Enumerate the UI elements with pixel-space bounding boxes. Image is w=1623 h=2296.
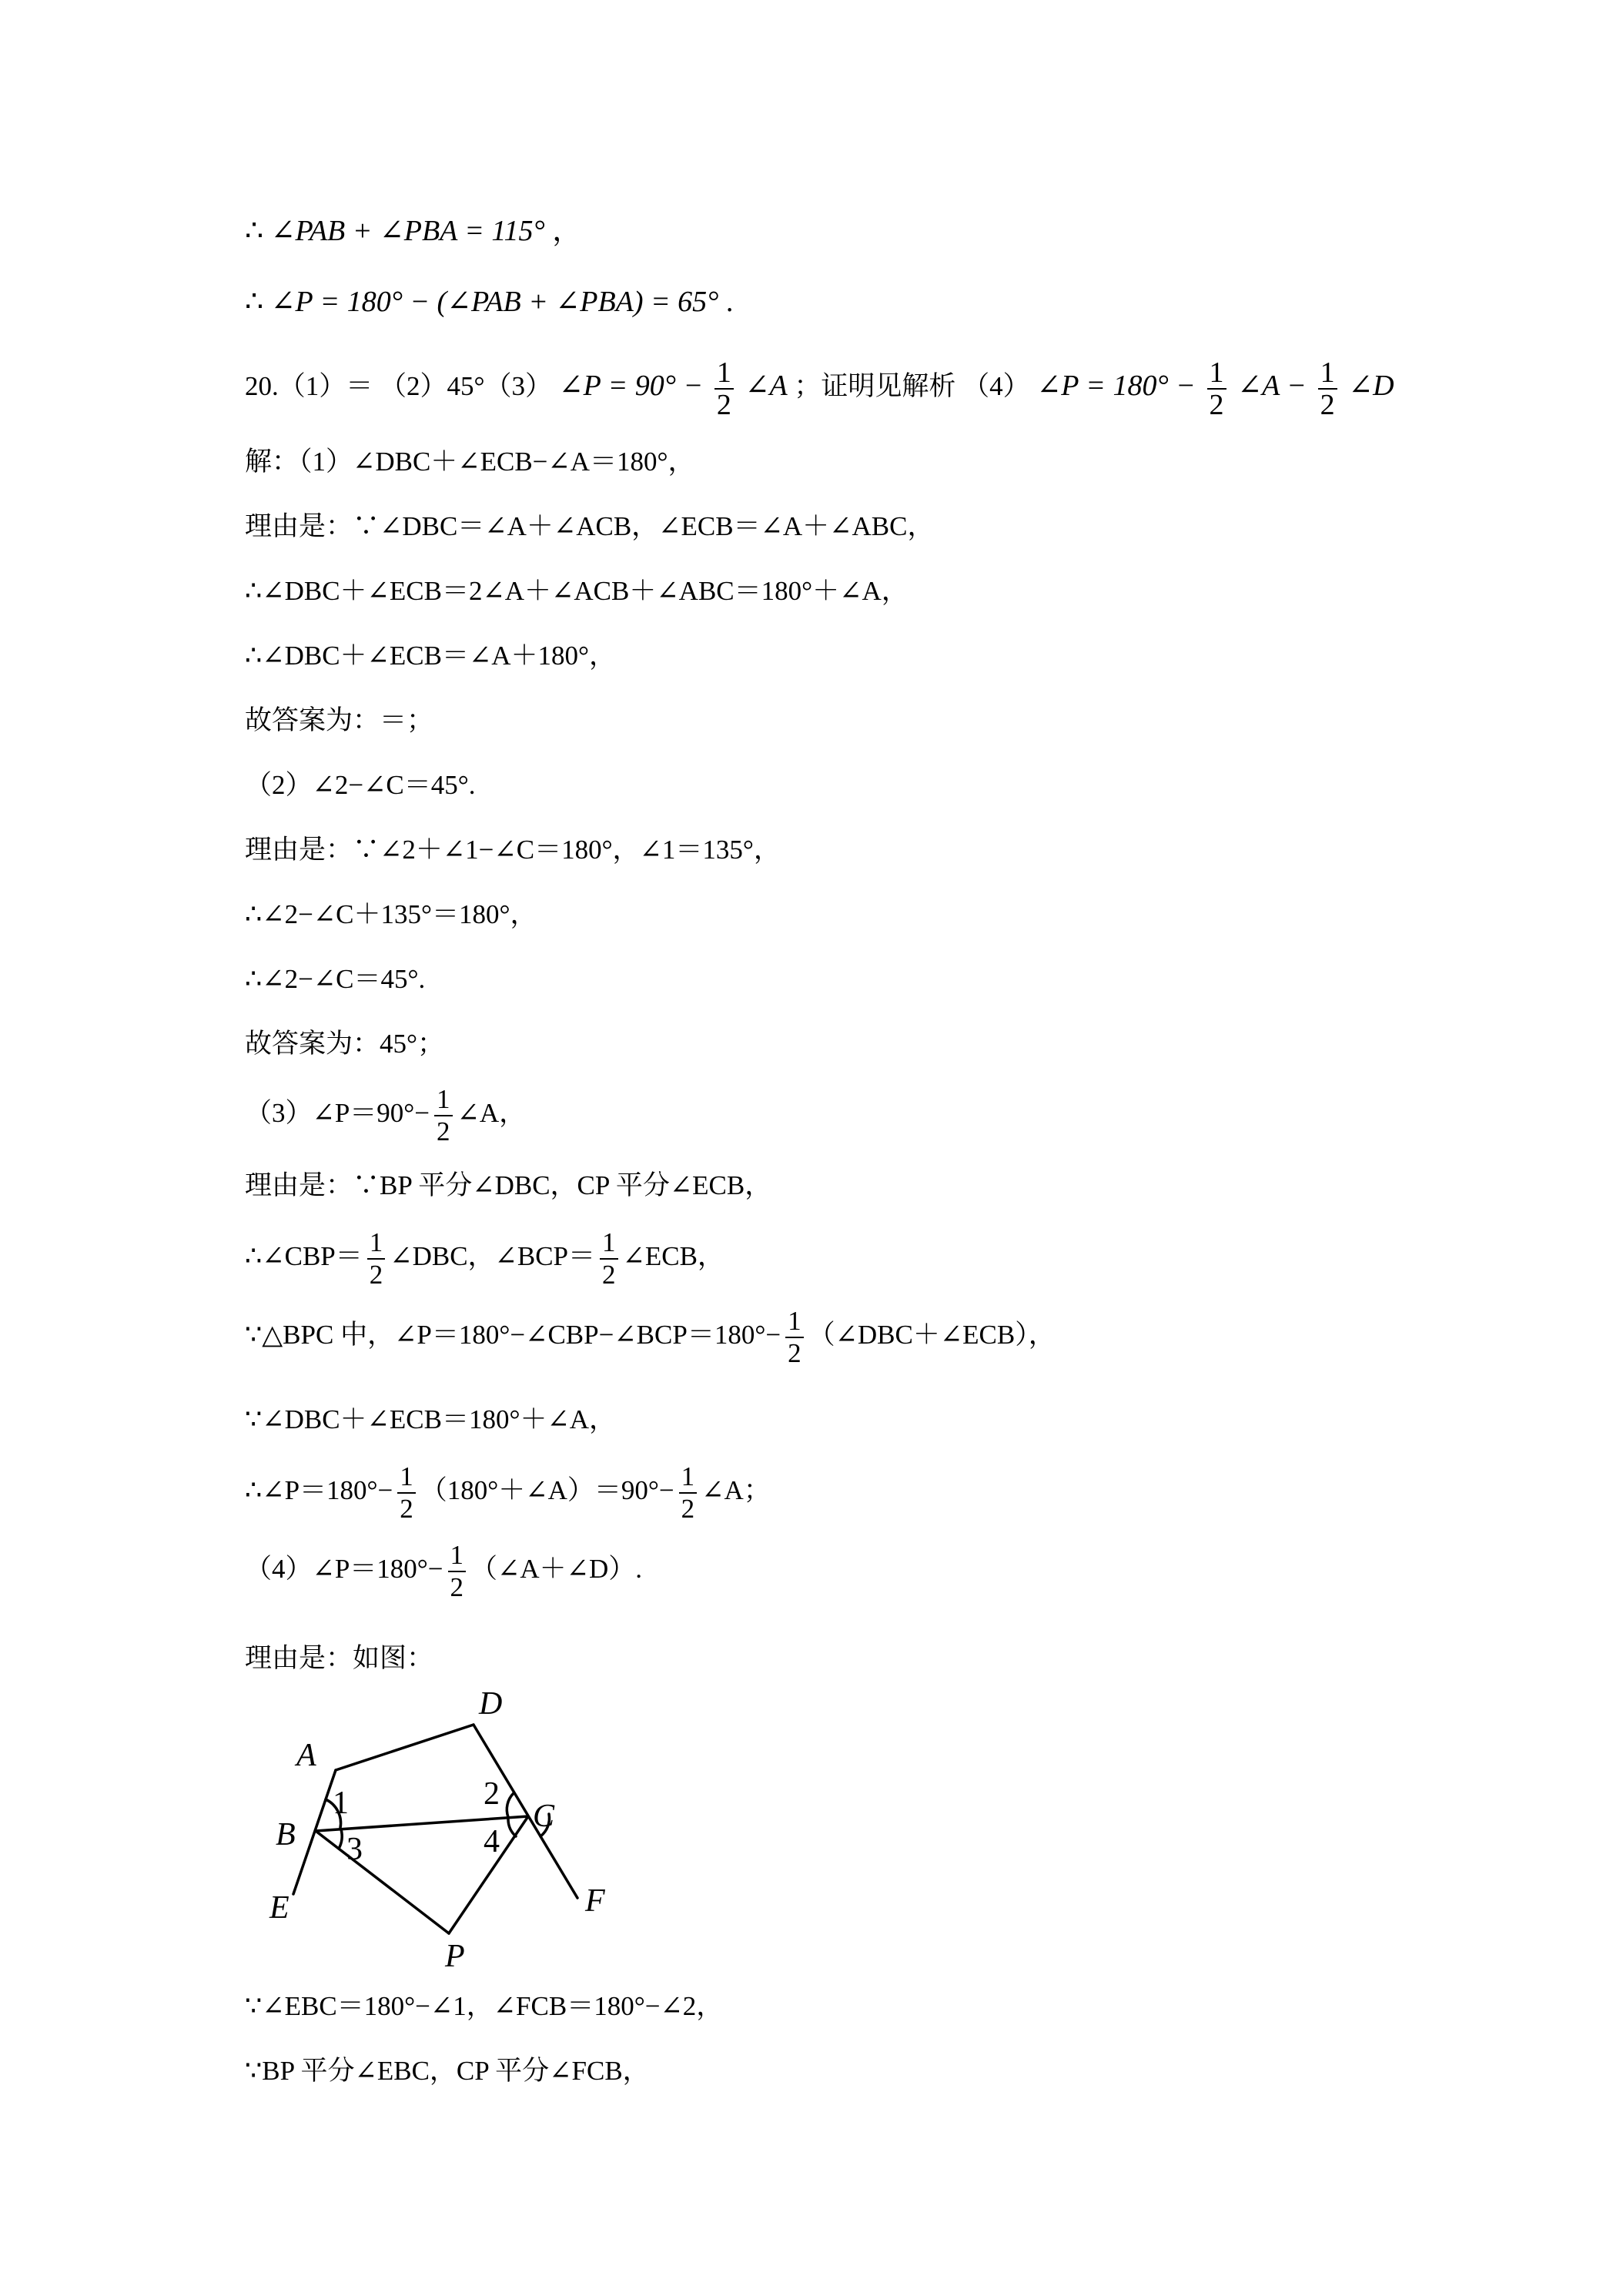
text-line: 故答案为：45°； — [245, 1029, 444, 1059]
text-line: ∴∠2−∠C＝45°. — [245, 964, 426, 994]
fraction — [434, 1084, 453, 1147]
text-segment: ∴∠P＝180°− — [245, 1475, 393, 1506]
label-angle-3: 3 — [346, 1832, 363, 1867]
equation: ∠P = 90° − — [558, 370, 704, 403]
equation: ∠PAB + ∠PBA = 115° — [270, 215, 545, 247]
fraction — [1318, 357, 1337, 420]
line-bisector-halves — [245, 1227, 724, 1290]
line-angle-p-65 — [245, 285, 733, 319]
text-line: 理由是：∵BP 平分∠DBC，CP 平分∠ECB， — [245, 1170, 772, 1200]
numerator: 1 — [716, 356, 731, 389]
text-segment: ∠A， — [457, 1098, 527, 1129]
fraction — [714, 357, 734, 420]
text-line: ∴∠2−∠C＋135°＝180°， — [245, 899, 537, 929]
equation: ∠P = 180° − (∠PAB + ∠PBA) = 65° — [270, 286, 719, 318]
numerator: 1 — [450, 1540, 464, 1570]
fraction — [448, 1540, 467, 1603]
equation: ∠A − — [1237, 370, 1307, 403]
arc-angle-4 — [508, 1819, 516, 1836]
text-line: ∴∠DBC＋∠ECB＝∠A＋180°， — [245, 641, 617, 671]
fraction — [785, 1306, 804, 1369]
text-segment: ∴∠CBP＝ — [245, 1241, 363, 1272]
numerator: 1 — [602, 1227, 616, 1257]
therefore-symbol: ∴ — [245, 286, 264, 318]
text-line: 理由是：如图： — [245, 1643, 434, 1673]
text-segment: （180°＋∠A）＝90°− — [420, 1475, 674, 1506]
label-angle-1: 1 — [333, 1786, 349, 1821]
text-line: （2）∠2−∠C＝45°. — [245, 770, 476, 800]
label-P: P — [445, 1939, 465, 1974]
numerator: 1 — [369, 1227, 383, 1257]
punct: . — [725, 286, 734, 318]
line-part4-answer — [245, 1540, 642, 1603]
text-segment: ∠A； — [701, 1475, 771, 1506]
segment-bp — [316, 1831, 449, 1933]
geometry-figure — [254, 1685, 654, 1977]
text-line: ∵∠DBC＋∠ECB＝180°＋∠A， — [245, 1404, 617, 1434]
text-line: 理由是：∵∠DBC＝∠A＋∠ACB，∠ECB＝∠A＋∠ABC， — [245, 511, 935, 541]
line-part3-answer — [245, 1084, 526, 1147]
line-sum-pab-pba — [245, 214, 581, 248]
text-segment: ∵△BPC 中，∠P＝180°−∠CBP−∠BCP＝180°− — [245, 1320, 781, 1350]
equation: ∠D — [1348, 370, 1394, 403]
text-segment: （4）∠P＝180°− — [245, 1554, 443, 1585]
numerator: 1 — [437, 1084, 450, 1114]
text-line: 故答案为：＝； — [245, 705, 434, 735]
label-A: A — [296, 1738, 316, 1773]
denominator: 2 — [367, 1258, 386, 1290]
line-angle-p-result — [245, 1461, 771, 1525]
numerator: 1 — [788, 1306, 801, 1336]
numerator: 1 — [400, 1461, 413, 1491]
numerator: 1 — [681, 1461, 695, 1491]
text-segment: （3）∠P＝90°− — [245, 1098, 430, 1129]
label-angle-2: 2 — [484, 1776, 500, 1812]
answer-mid: ；证明见解析 （4） — [794, 371, 1030, 402]
text-segment: （∠A＋∠D）. — [470, 1554, 642, 1585]
text-segment: ∠DBC，∠BCP＝ — [390, 1241, 596, 1272]
text-line: ∵BP 平分∠EBC，CP 平分∠FCB， — [245, 2056, 650, 2086]
arc-angle-3 — [339, 1829, 342, 1849]
fraction — [679, 1461, 698, 1525]
equation: ∠A — [745, 370, 788, 403]
answer-head: 20.（1）＝ （2）45°（3） — [245, 371, 552, 402]
label-C: C — [533, 1799, 555, 1834]
arc-angle-2 — [507, 1793, 514, 1817]
numerator: 1 — [1209, 356, 1224, 389]
equation: ∠P = 180° − — [1036, 370, 1196, 403]
denominator: 2 — [1318, 388, 1337, 420]
label-angle-4: 4 — [484, 1824, 500, 1859]
text-segment: ∠ECB， — [622, 1241, 724, 1272]
denominator: 2 — [397, 1492, 416, 1525]
denominator: 2 — [1207, 388, 1226, 420]
denominator: 2 — [714, 388, 734, 420]
denominator: 2 — [434, 1115, 453, 1147]
label-B: B — [276, 1817, 296, 1853]
line-answer-20 — [245, 357, 1394, 420]
segment-ad — [336, 1725, 474, 1770]
text-line: ∵∠EBC＝180°−∠1，∠FCB＝180°−∠2， — [245, 1991, 724, 2021]
fraction — [600, 1227, 618, 1290]
punct: ， — [552, 215, 582, 247]
fraction — [1207, 357, 1226, 420]
denominator: 2 — [448, 1571, 467, 1603]
numerator: 1 — [1320, 356, 1335, 389]
denominator: 2 — [679, 1492, 698, 1525]
line-ae — [293, 1770, 336, 1894]
text-segment: （∠DBC＋∠ECB）， — [808, 1320, 1056, 1350]
denominator: 2 — [785, 1337, 804, 1369]
denominator: 2 — [600, 1258, 618, 1290]
text-line: ∴∠DBC＋∠ECB＝2∠A＋∠ACB＋∠ABC＝180°＋∠A， — [245, 576, 909, 606]
fraction — [367, 1227, 386, 1290]
text-line: 理由是：∵∠2＋∠1−∠C＝180°，∠1＝135°， — [245, 835, 781, 865]
therefore-symbol: ∴ — [245, 215, 264, 247]
label-D: D — [479, 1686, 503, 1722]
label-F: F — [585, 1883, 605, 1919]
label-E: E — [269, 1890, 289, 1926]
text-line: 解：（1）∠DBC＋∠ECB−∠A＝180°， — [245, 447, 695, 477]
line-triangle-bpc — [245, 1306, 1056, 1369]
fraction — [397, 1461, 416, 1525]
